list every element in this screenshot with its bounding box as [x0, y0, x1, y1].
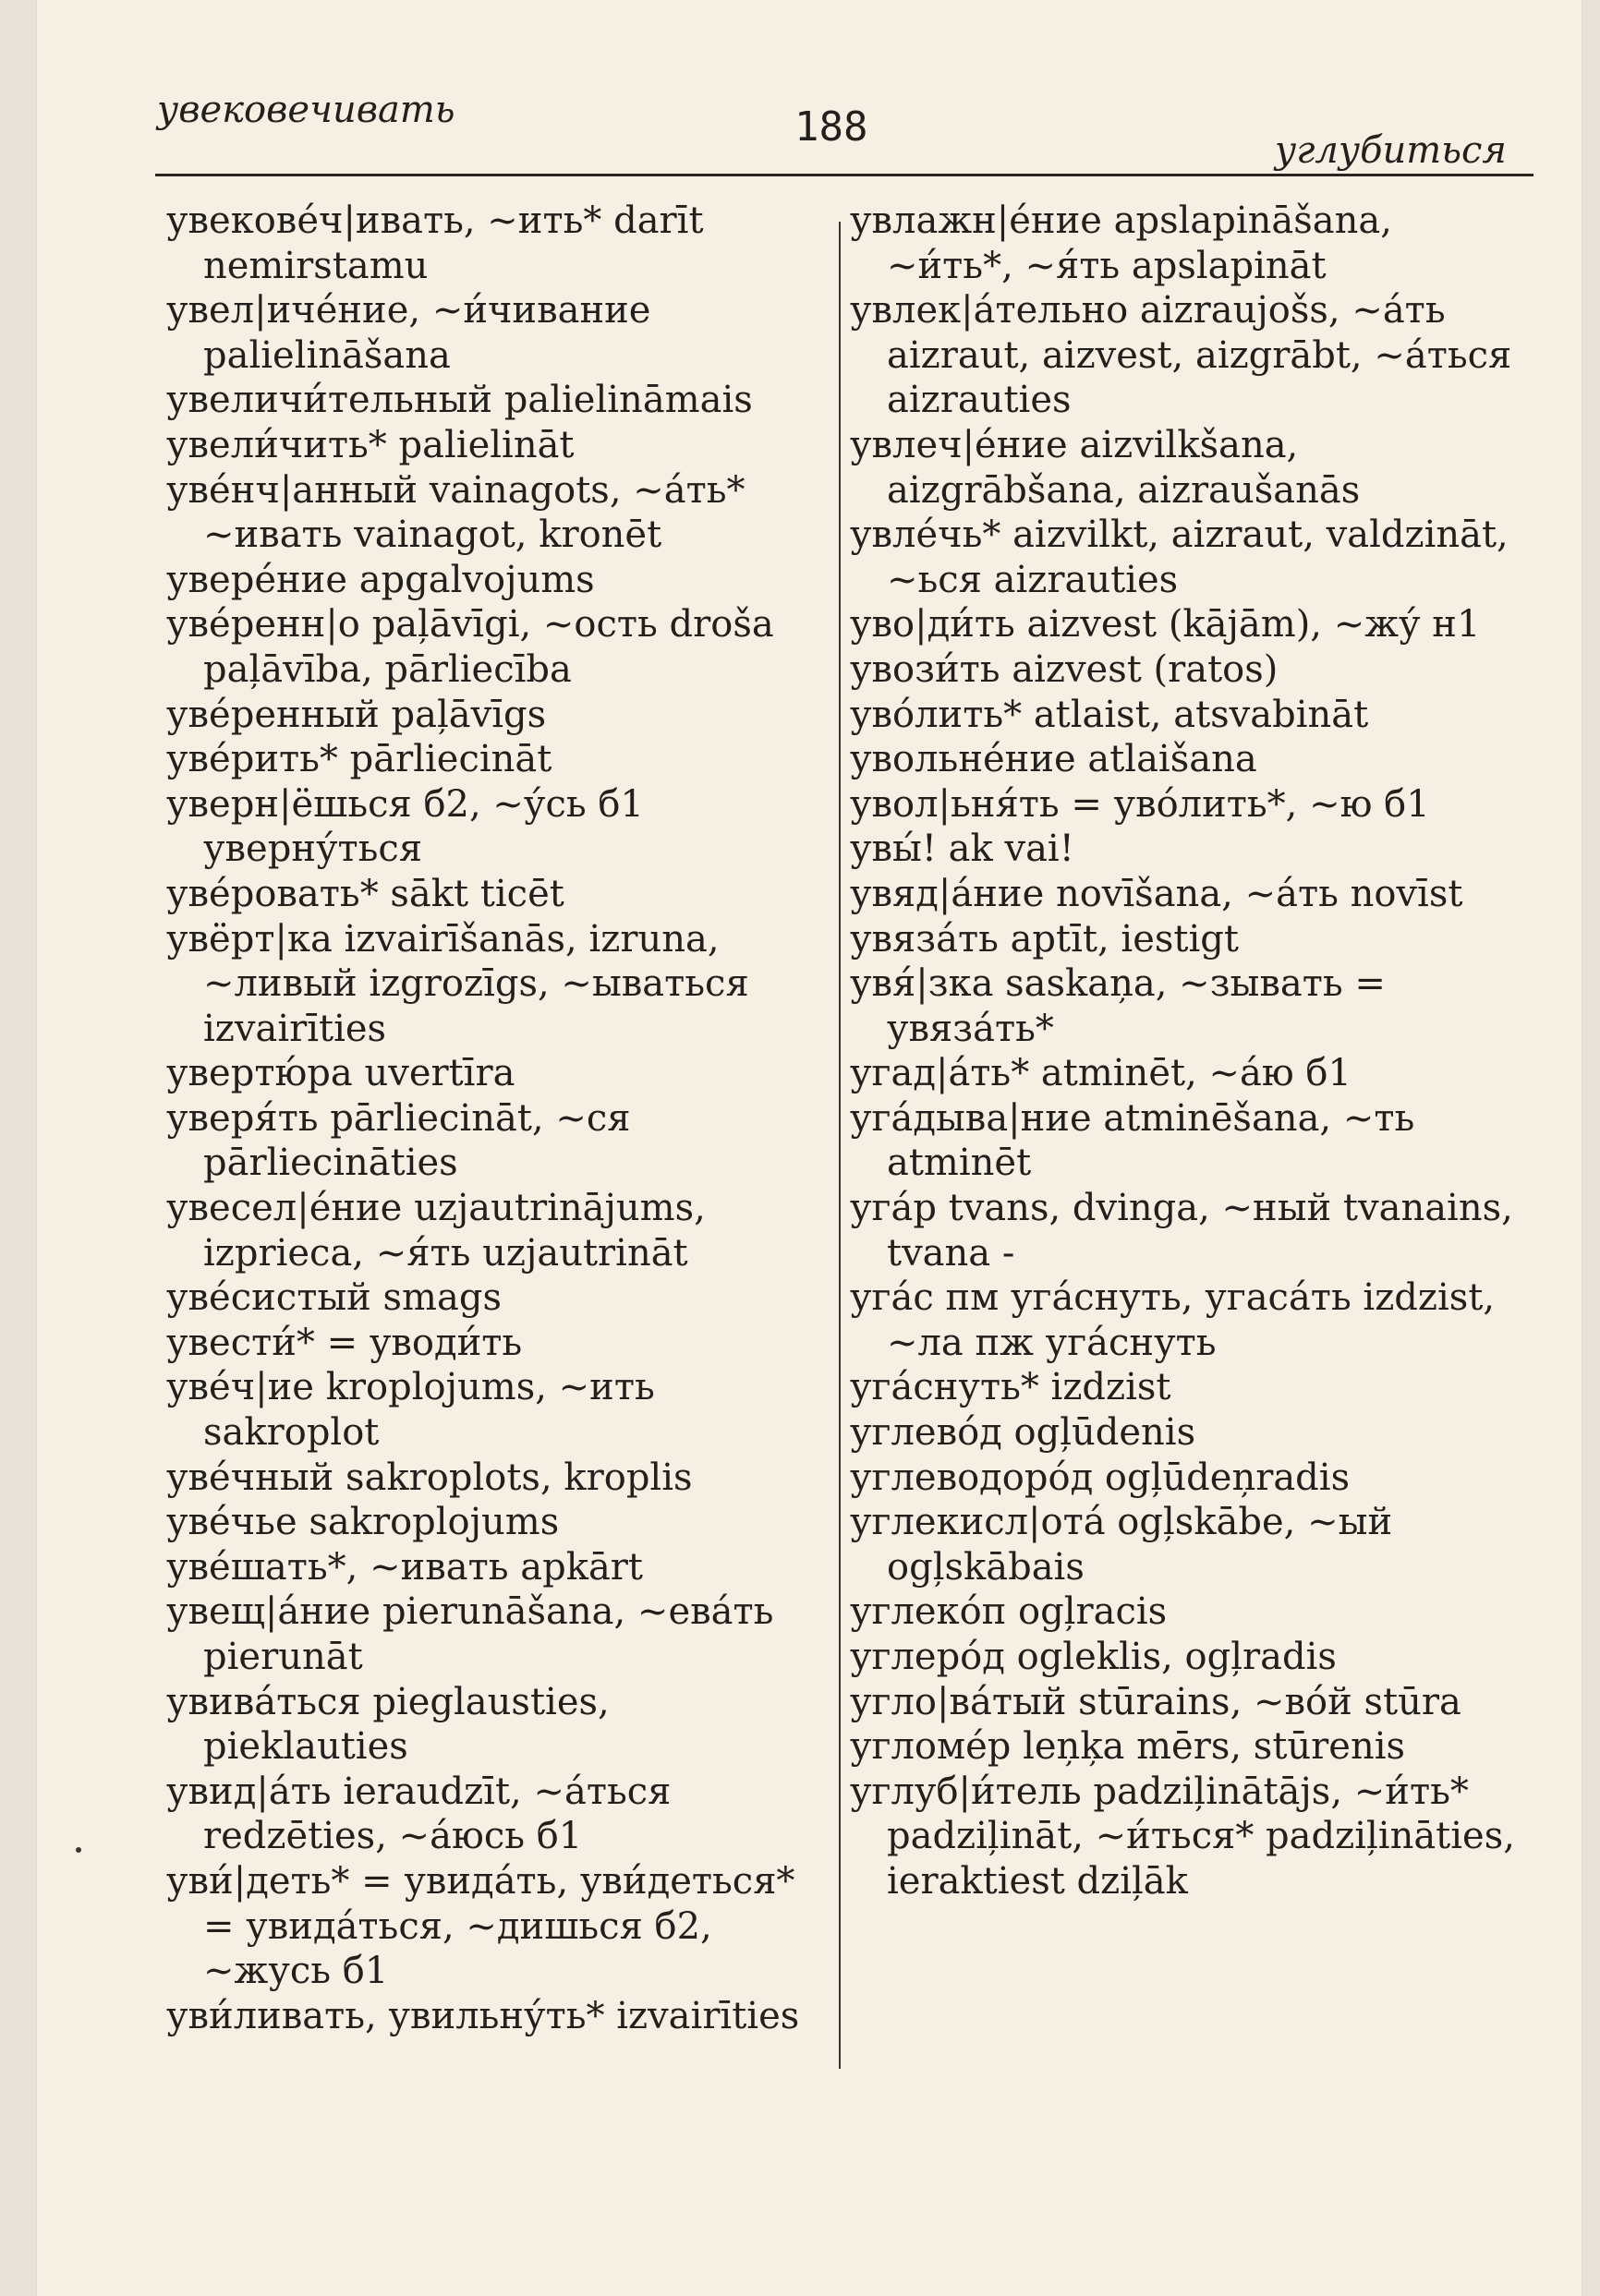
dictionary-entry: угад|а́ть* atminēt, ~а́ю б1: [850, 1052, 1352, 1095]
dictionary-entry: увёрт|ка izvairīšanās, izruna, ~ливый izgrozīgs, ~ываться izvairīties: [166, 917, 761, 1050]
dictionary-entry: углуб|и́тель padziļinātājs, ~и́ть* padziļināt, ~и́ться* padziļināties, ieraktiest dziļāk: [850, 1770, 1527, 1903]
dictionary-entry: углекисл|ота́ ogļskābe, ~ый ogļskābais: [850, 1501, 1404, 1589]
header-left-guide-word: увековечивать: [157, 89, 455, 131]
right-column: [850, 199, 1527, 1904]
dictionary-entry: уверн|ёшься б2, ~у́сь б1 уверну́ться: [166, 782, 656, 871]
dictionary-entry: увел|иче́ние, ~и́чивание palielināšana: [166, 289, 663, 377]
dictionary-entry: уве́шать*, ~ивать apkārt: [166, 1545, 643, 1589]
dictionary-entry: уга́снуть* izdzist: [850, 1366, 1171, 1409]
page-number: 188: [794, 103, 868, 151]
dictionary-entry: уве́ровать* sākt ticēt: [166, 872, 564, 915]
dictionary-entry: уве́ренн|о paļāvīgi, ~ость droša paļāvība, pārliecība: [166, 603, 786, 691]
dictionary-entry: уве́систый smags: [166, 1276, 502, 1320]
dictionary-entry: увлек|а́тельно aizraujošs, ~а́ть aizraut, aizvest, aizgrābt, ~а́ться aizrauties: [850, 289, 1523, 422]
dictionary-entry: уве́чье sakroplojums: [166, 1501, 560, 1544]
dictionary-entry: уво́лить* atlaist, atsvabināt: [850, 693, 1369, 736]
print-speck: [76, 1847, 81, 1853]
dictionary-page: [37, 0, 1582, 2296]
dictionary-entry: увлеч|е́ние aizvilkšana, aizgrābšana, aizraušanās: [850, 423, 1361, 512]
dictionary-entry: увя́|зка saskaņa, ~зывать = увяза́ть*: [850, 962, 1398, 1050]
dictionary-entry: уви́|деть* = увида́ть, уви́деться* = увида́ться, ~дишься б2, ~жусь б1: [166, 1859, 807, 1993]
dictionary-entry: увели́чить* palielināt: [166, 423, 575, 466]
dictionary-entry: увертю́ра uvertīra: [166, 1052, 515, 1095]
dictionary-entry: углеко́п ogļracis: [850, 1590, 1168, 1634]
header-rule: [155, 174, 1533, 176]
dictionary-entry: увеличи́тельный palielināmais: [166, 379, 753, 422]
dictionary-entry: увяза́ть aptīt, iestigt: [850, 917, 1239, 961]
dictionary-entry: увесел|е́ние uzjautrinājums, izprieca, ~я́ть uzjautrināt: [166, 1187, 718, 1275]
dictionary-entry: увлажн|е́ние apslapināšana, ~и́ть*, ~я́ть apslapināt: [850, 199, 1404, 287]
dictionary-entry: уверя́ть pārliecināt, ~ся pārliecināties: [166, 1096, 643, 1185]
dictionary-entry: углеро́д ogleklis, ogļradis: [850, 1636, 1337, 1678]
dictionary-entry: углеводоро́д ogļūdeņradis: [850, 1456, 1351, 1499]
dictionary-entry: увид|а́ть ieraudzīt, ~а́ться redzēties, ~а́юсь б1: [166, 1770, 684, 1858]
dictionary-entry: увести́* = уводи́ть: [166, 1321, 523, 1364]
dictionary-entry: увещ|а́ние pierunāšana, ~ева́ть pierunāt: [166, 1590, 786, 1678]
dictionary-entry: увольне́ние atlaišana: [850, 738, 1257, 781]
dictionary-entry: уве́рить* pārliecināt: [166, 738, 552, 781]
dictionary-entry: увива́ться pieglausties, pieklauties: [166, 1680, 622, 1769]
dictionary-entry: уве́ч|ие kroplojums, ~ить sakroplot: [166, 1366, 667, 1455]
dictionary-entry: увяд|а́ние novīšana, ~а́ть novīst: [850, 872, 1463, 915]
dictionary-entry: уво|ди́ть aizvest (kājām), ~жу́ н1: [850, 603, 1481, 647]
dictionary-entry: увере́ние apgalvojums: [166, 558, 595, 601]
header-right-guide-word: углубиться: [1275, 129, 1507, 172]
dictionary-entry: уве́нч|анный vainagots, ~а́ть* ~ивать vainagot, kronēt: [166, 468, 758, 557]
column-divider: [839, 222, 841, 2069]
dictionary-entry: увол|ьня́ть = уво́лить*, ~ю б1: [850, 782, 1430, 826]
dictionary-entry: увле́чь* aizvilkt, aizraut, valdzināt, ~ься aizrauties: [850, 514, 1521, 601]
left-column: [166, 199, 813, 2038]
dictionary-entry: увы́! ak vai!: [850, 828, 1074, 871]
dictionary-entry: уга́дыва|ние atminēšana, ~ть atminēt: [850, 1096, 1426, 1185]
dictionary-entry: увекове́ч|ивать, ~ить* darīt nemirstamu: [166, 199, 716, 287]
dictionary-entry: увози́ть aizvest (ratos): [850, 647, 1279, 691]
dictionary-entry: углево́д ogļūdenis: [850, 1411, 1196, 1455]
dictionary-entry: угло|ва́тый stūrains, ~во́й stūra: [850, 1680, 1461, 1723]
dictionary-entry: уга́р tvans, dvinga, ~ный tvanains, tvana -: [850, 1187, 1525, 1275]
dictionary-entry: уви́ливать, увильну́ть* izvairīties: [166, 1994, 800, 2037]
dictionary-entry: уве́чный sakroplots, kroplis: [166, 1456, 693, 1499]
dictionary-entry: уве́ренный paļāvīgs: [166, 693, 547, 736]
dictionary-entry: угломе́р leņķa mērs, stūrenis: [850, 1725, 1406, 1769]
dictionary-entry: уга́с пм уга́снуть, угаса́ть izdzist, ~ла пж уга́снуть: [850, 1276, 1507, 1364]
